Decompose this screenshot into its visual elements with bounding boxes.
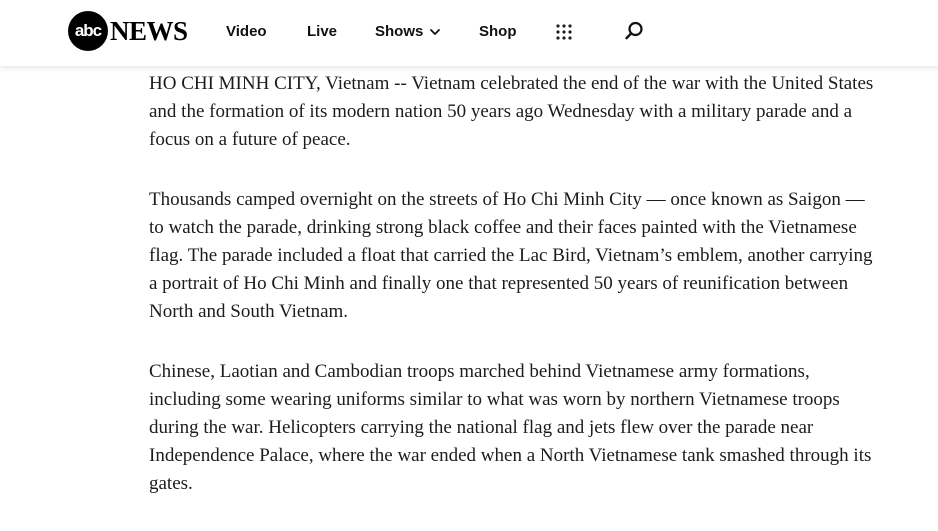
site-header	[0, 0, 938, 66]
grid-dots-icon[interactable]	[555, 23, 573, 41]
article-paragraph: Thousands camped overnight on the streets of Ho Chi Minh City — once known as Saigon — to watch the parade, drinking strong black coffee and their faces painted with the Vietnamese flag. The parade included a float that carried the Lac Bird, Vietnam’s emblem, another carrying a portrait of Ho Chi Minh and finally one that represented 50 years of reunification between North and South Vietnam.	[149, 189, 873, 322]
nav-shop[interactable]: Shop	[479, 23, 517, 40]
news-wordmark: NEWS	[110, 15, 188, 46]
nav-live[interactable]: Live	[307, 23, 338, 40]
abc-news-logo[interactable]	[68, 11, 188, 51]
nav-video[interactable]: Video	[226, 23, 267, 40]
nav-shows-label: Shows	[375, 23, 424, 40]
nav-shows[interactable]	[375, 22, 441, 42]
chevron-down-icon	[429, 26, 441, 38]
article-paragraph: Chinese, Laotian and Cambodian troops marched behind Vietnamese army formations, including some wearing uniforms similar to what was worn by northern Vietnamese troops during the war. Helicopters carrying the national flag and jets flew over the parade near Independence Palace, where the war ended when a North Vietnamese tank smashed through its gates.	[149, 361, 872, 494]
abc-logo-circle: abc	[68, 11, 108, 51]
article-paragraph: HO CHI MINH CITY, Vietnam -- Vietnam celebrated the end of the war with the United States and the formation of its modern nation 50 years ago Wednesday with a military parade and a focus on a future of peace.	[149, 73, 874, 150]
article-body	[149, 70, 879, 530]
search-icon[interactable]	[623, 20, 645, 42]
